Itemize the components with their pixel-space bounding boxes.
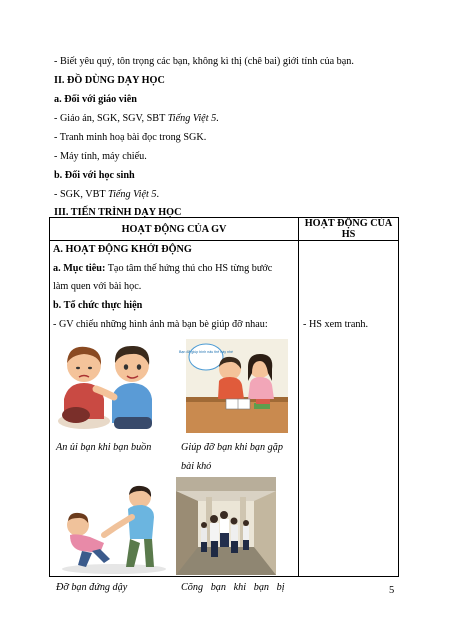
hs-view-text: - HS xem tranh. (303, 319, 369, 330)
page-number: 5 (389, 585, 395, 596)
caption-comfort: An ủi bạn khi bạn buồn (56, 442, 152, 453)
header-hs: HOẠT ĐỘNG CỦA HS (299, 218, 399, 241)
teacher-item-2: - Tranh minh hoạ bài đọc trong SGK. (54, 132, 207, 143)
speech-bubble-text: Bạn đã giúp bình nấu thế này nhé (179, 350, 233, 354)
table-header-row (50, 218, 399, 241)
header-gv: HOẠT ĐỘNG CỦA GV (50, 218, 299, 241)
caption-homework-line-2: bài khó (181, 461, 212, 472)
caption-help-up: Đỡ bạn đứng dậy (56, 582, 128, 593)
bullet-love: - Biết yêu quý, tôn trọng các bạn, không kì thị (chê bai) giới tính của bạn. (54, 56, 354, 67)
illustration-homework-help (179, 339, 288, 433)
student-heading: b. Đối với học sinh (54, 170, 135, 181)
teacher-heading: a. Đối với giáo viên (54, 94, 137, 105)
illustration-help-up (56, 477, 172, 575)
student-item: - SGK, VBT Tiếng Việt 5. (54, 189, 159, 200)
illustration-comfort (54, 339, 162, 433)
org-heading: b. Tổ chức thực hiện (53, 300, 143, 311)
caption-carry: Cõng bạn khi bạn bị (181, 582, 285, 593)
cell-hs (299, 241, 399, 577)
photo-carry-friend (176, 477, 276, 575)
goal-line-1: a. Mục tiêu: Tạo tâm thế hứng thú cho HS từng bước (53, 263, 273, 274)
part-a-heading: A. HOẠT ĐỘNG KHỞI ĐỘNG (53, 244, 192, 255)
section-ii-heading: II. ĐỒ DÙNG DẠY HỌC (54, 75, 165, 86)
teacher-item-3: - Máy tính, máy chiếu. (54, 151, 147, 162)
gv-show-line: - GV chiếu những hình ảnh mà bạn bè giúp đỡ nhau: (53, 319, 268, 330)
section-iii-heading: III. TIẾN TRÌNH DẠY HỌC (54, 207, 182, 218)
teacher-item-1: - Giáo án, SGK, SGV, SBT Tiếng Việt 5. (54, 113, 219, 124)
table-row (50, 241, 399, 577)
cell-gv (50, 241, 299, 593)
goal-line-2: làm quen với bài học. (53, 281, 142, 292)
caption-homework-line-1: Giúp đỡ bạn khi bạn gặp (181, 442, 283, 453)
lesson-plan-table (49, 217, 399, 593)
